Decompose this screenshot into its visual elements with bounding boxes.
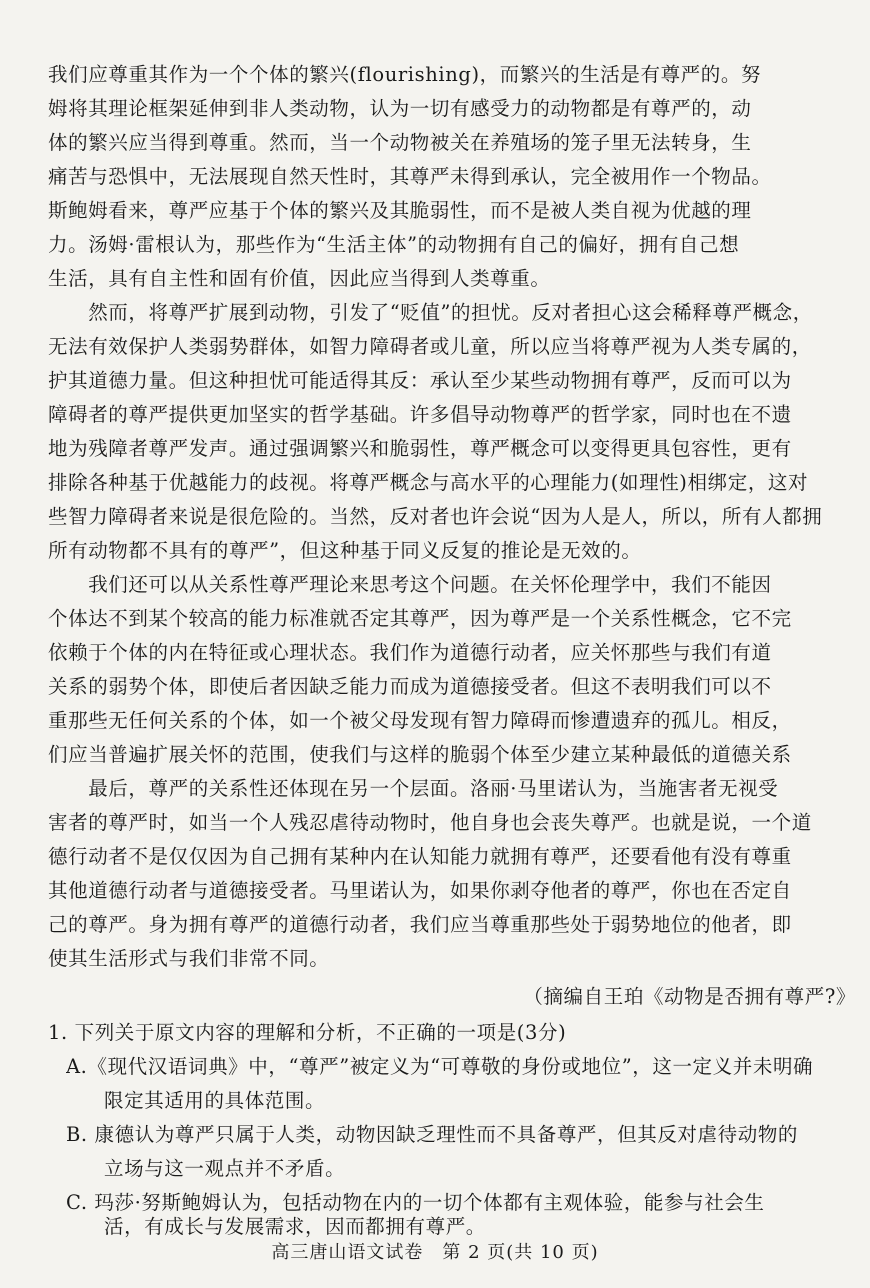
passage-line: 痛苦与恐惧中，无法展现自然天性时，其尊严未得到承认，完全被用作一个物品。 xyxy=(48,165,772,188)
passage-line: 其他道德行动者与道德接受者。马里诺认为，如果你剥夺他者的尊严，你也在否定自 xyxy=(48,879,792,902)
passage-line: 最后，尊严的关系性还体现在另一个层面。洛丽·马里诺认为，当施害者无视受 xyxy=(48,777,779,800)
passage-line: 护其道德力量。但这种担忧可能适得其反：承认至少某些动物拥有尊严，反而可以为 xyxy=(48,369,792,392)
passage-line: 无法有效保护人类弱势群体，如智力障碍者或儿童，所以应当将尊严视为人类专属的， xyxy=(48,335,812,358)
option-a-line2: 限定其适用的具体范围。 xyxy=(104,1089,326,1112)
passage-line: 我们还可以从关系性尊严理论来思考这个问题。在关怀伦理学中，我们不能因 xyxy=(48,573,772,596)
passage-line: 害者的尊严时，如当一个人残忍虐待动物时，他自身也会丧失尊严。也就是说，一个道 xyxy=(48,811,812,834)
option-c-line2: 活，有成长与发展需求，因而都拥有尊严。 xyxy=(104,1215,486,1238)
passage-line: 体的繁兴应当得到尊重。然而，当一个动物被关在养殖场的笼子里无法转身，生 xyxy=(48,131,752,154)
passage-line: 排除各种基于优越能力的歧视。将尊严概念与高水平的心理能力(如理性)相绑定，这对 xyxy=(48,471,809,494)
passage-line: 障碍者的尊严提供更加坚实的哲学基础。许多倡导动物尊严的哲学家，同时也在不遗 xyxy=(48,403,792,426)
passage-source: （摘编自王珀《动物是否拥有尊严?》 xyxy=(523,985,856,1008)
passage-line: 依赖于个体的内在特征或心理状态。我们作为道德行动者，应关怀那些与我们有道 xyxy=(48,641,772,664)
passage-line: 所有动物都不具有的尊严”，但这种基于同义反复的推论是无效的。 xyxy=(48,539,642,562)
page-footer: 高三唐山语文试卷 第 2 页(共 10 页) xyxy=(271,1242,599,1263)
question-stem: 1. 下列关于原文内容的理解和分析，不正确的一项是(3分) xyxy=(48,1021,567,1044)
passage-line: 姆将其理论框架延伸到非人类动物，认为一切有感受力的动物都是有尊严的，动 xyxy=(48,97,752,120)
option-c-line1: C. 玛莎·努斯鲍姆认为，包括动物在内的一切个体都有主观体验，能参与社会生 xyxy=(66,1191,765,1214)
passage-line: 使其生活形式与我们非常不同。 xyxy=(48,947,330,970)
option-b-line1: B. 康德认为尊严只属于人类，动物因缺乏理性而不具备尊严，但其反对虐待动物的 xyxy=(66,1123,799,1146)
passage-line: 然而，将尊严扩展到动物，引发了“贬值”的担忧。反对者担心这会稀释尊严概念， xyxy=(48,301,813,324)
passage-line: 斯鲍姆看来，尊严应基于个体的繁兴及其脆弱性，而不是被人类自视为优越的理 xyxy=(48,199,752,222)
passage-line: 重那些无任何关系的个体，如一个被父母发现有智力障碍而惨遭遗弃的孤儿。相反， xyxy=(48,709,792,732)
passage-line: 生活，具有自主性和固有价值，因此应当得到人类尊重。 xyxy=(48,267,551,290)
passage-line: 力。汤姆·雷根认为，那些作为“生活主体”的动物拥有自己的偏好，拥有自己想 xyxy=(48,233,740,256)
option-b-line2: 立场与这一观点并不矛盾。 xyxy=(104,1157,346,1180)
passage-line: 关系的弱势个体，即使后者因缺乏能力而成为道德接受者。但这不表明我们可以不 xyxy=(48,675,772,698)
passage-line: 地为残障者尊严发声。通过强调繁兴和脆弱性，尊严概念可以变得更具包容性，更有 xyxy=(48,437,792,460)
passage-line: 德行动者不是仅仅因为自己拥有某种内在认知能力就拥有尊严，还要看他有没有尊重 xyxy=(48,845,792,868)
passage-line: 己的尊严。身为拥有尊严的道德行动者，我们应当尊重那些处于弱势地位的他者，即 xyxy=(48,913,792,936)
passage-line: 我们应尊重其作为一个个体的繁兴(flourishing)，而繁兴的生活是有尊严的。努 xyxy=(48,63,762,86)
option-a-line1: A.《现代汉语词典》中，“尊严”被定义为“可尊敬的身份或地位”，这一定义并未明确 xyxy=(66,1055,814,1078)
passage-line: 些智力障碍者来说是很危险的。当然，反对者也许会说“因为人是人，所以，所有人都拥 xyxy=(48,505,823,528)
passage-line: 们应当普遍扩展关怀的范围，使我们与这样的脆弱个体至少建立某种最低的道德关系 xyxy=(48,743,792,766)
passage-line: 个体达不到某个较高的能力标准就否定其尊严，因为尊严是一个关系性概念，它不完 xyxy=(48,607,792,630)
